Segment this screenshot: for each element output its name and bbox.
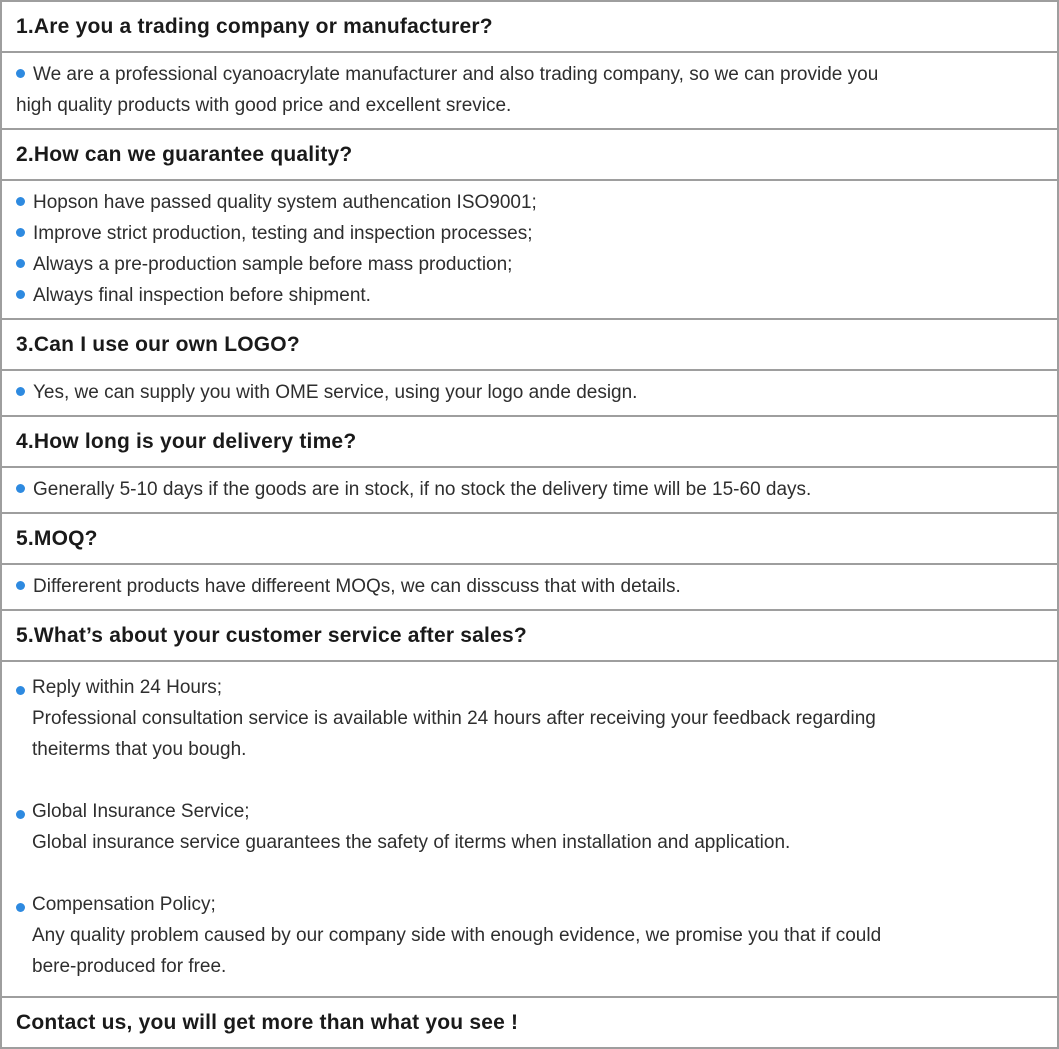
answer-text: Hopson have passed quality system authencation ISO9001; bbox=[33, 192, 537, 213]
faq-question: 2.How can we guarantee quality? bbox=[2, 128, 1057, 179]
faq-answer bbox=[2, 179, 1057, 318]
answer-text: Always final inspection before shipment. bbox=[33, 285, 371, 306]
answer-line bbox=[16, 59, 1043, 90]
bullet-icon bbox=[16, 686, 25, 695]
bullet-icon bbox=[16, 69, 25, 78]
answer-line: Any quality problem caused by our company side with enough evidence, we promise you that if could bbox=[32, 925, 882, 946]
faq-answer bbox=[2, 660, 1057, 996]
answer-text: Improve strict production, testing and inspection processes; bbox=[33, 223, 533, 244]
faq-question: 3.Can I use our own LOGO? bbox=[2, 318, 1057, 369]
bullet-icon bbox=[16, 581, 25, 590]
answer-text: Generally 5-10 days if the goods are in stock, if no stock the delivery time will be 15-60 days. bbox=[33, 479, 812, 500]
answer-item bbox=[16, 249, 1043, 280]
faq-answer bbox=[2, 51, 1057, 128]
faq-answer bbox=[2, 369, 1057, 415]
answer-item bbox=[16, 280, 1043, 311]
answer-line: high quality products with good price and excellent srevice. bbox=[16, 95, 512, 116]
answer-line bbox=[16, 474, 1043, 505]
faq-question: 5.What’s about your customer service after sales? bbox=[2, 609, 1057, 660]
faq-question: 4.How long is your delivery time? bbox=[2, 415, 1057, 466]
bullet-icon bbox=[16, 259, 25, 268]
answer-item bbox=[16, 796, 1043, 858]
answer-item bbox=[16, 187, 1043, 218]
answer-text: Yes, we can supply you with OME service, using your logo ande design. bbox=[33, 382, 638, 403]
answer-line: Professional consultation service is available within 24 hours after receiving your feedback regarding bbox=[32, 708, 876, 729]
answer-line: bere-produced for free. bbox=[32, 956, 227, 977]
faq-answer bbox=[2, 563, 1057, 609]
answer-line: Global insurance service guarantees the safety of iterms when installation and application. bbox=[32, 832, 791, 853]
bullet-icon bbox=[16, 903, 25, 912]
answer-item bbox=[16, 59, 1043, 121]
answer-line bbox=[16, 187, 1043, 218]
bullet-icon bbox=[16, 197, 25, 206]
answer-item bbox=[16, 571, 1043, 602]
faq-question: Contact us, you will get more than what you see ! bbox=[2, 996, 1057, 1047]
answer-line: theiterms that you bough. bbox=[32, 739, 247, 760]
answer-item bbox=[16, 377, 1043, 408]
answer-line: Compensation Policy; bbox=[32, 894, 216, 915]
answer-line bbox=[16, 571, 1043, 602]
answer-item bbox=[16, 474, 1043, 505]
answer-item bbox=[16, 672, 1043, 765]
answer-line bbox=[16, 218, 1043, 249]
faq-question: 1.Are you a trading company or manufacturer? bbox=[2, 2, 1057, 51]
answer-text: Differerent products have differeent MOQs, we can disscuss that with details. bbox=[33, 576, 681, 597]
answer-item bbox=[16, 218, 1043, 249]
answer-line: Global Insurance Service; bbox=[32, 801, 250, 822]
answer-line bbox=[16, 377, 1043, 408]
answer-item bbox=[16, 889, 1043, 982]
bullet-icon bbox=[16, 810, 25, 819]
answer-text: Always a pre-production sample before mass production; bbox=[33, 254, 513, 275]
answer-line bbox=[16, 280, 1043, 311]
answer-text: We are a professional cyanoacrylate manufacturer and also trading company, so we can provide you bbox=[33, 64, 879, 85]
faq-answer bbox=[2, 466, 1057, 512]
bullet-icon bbox=[16, 484, 25, 493]
answer-line bbox=[16, 249, 1043, 280]
answer-line: Reply within 24 Hours; bbox=[32, 677, 223, 698]
faq-question: 5.MOQ? bbox=[2, 512, 1057, 563]
bullet-icon bbox=[16, 387, 25, 396]
bullet-icon bbox=[16, 228, 25, 237]
bullet-icon bbox=[16, 290, 25, 299]
